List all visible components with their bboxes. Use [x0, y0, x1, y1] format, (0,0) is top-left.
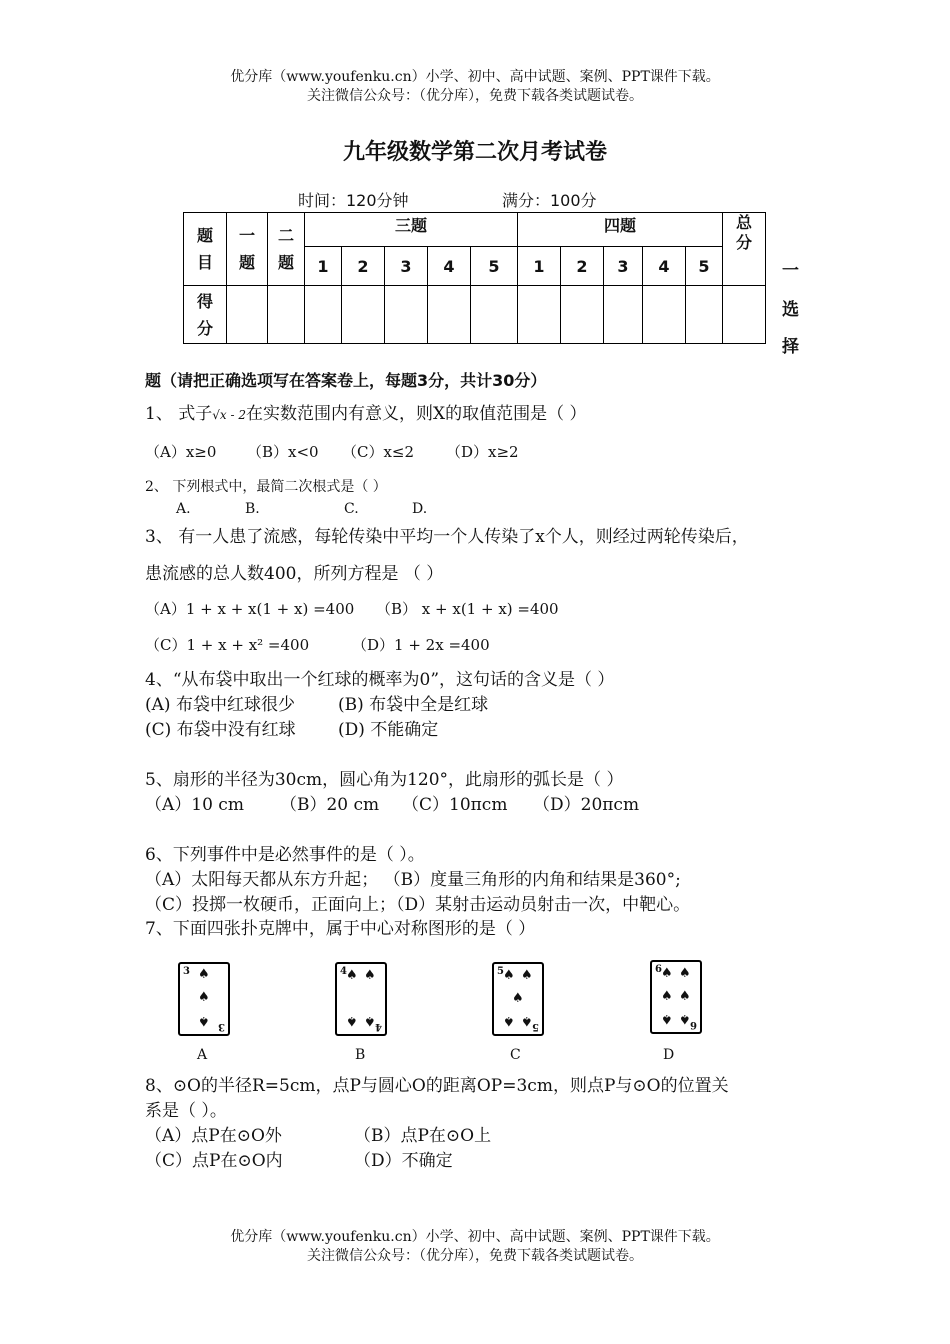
- num-4-4: 4: [643, 247, 686, 286]
- q1-option-d: （D）x≥2: [446, 443, 519, 461]
- q5-option-a: （A）10 cm: [145, 795, 244, 815]
- q1-pre: 1、 式子: [145, 404, 213, 424]
- score-blank: [643, 286, 686, 344]
- section1-side-2: 选: [782, 300, 799, 320]
- card-c: 5 ♠ ♠ ♠ ♠ ♠ 5: [492, 962, 544, 1036]
- score-blank: [305, 286, 342, 344]
- q3-option-d: （D）1 + 2x =400: [352, 636, 490, 654]
- card-label-b: B: [355, 1047, 366, 1063]
- q3-line-1: 3、 有一人患了流感，每轮传染中平均一个人传染了x个人，则经过两轮传染后，: [145, 527, 749, 547]
- spade-icon: ♠: [198, 990, 210, 1005]
- section1-intro: 题（请把正确选项写在答案卷上，每题3分，共计30分）: [145, 371, 547, 390]
- q4-option-b: (B) 布袋中全是红球: [338, 695, 489, 715]
- cell-timu: 题目: [184, 213, 227, 286]
- page-title: 九年级数学第二次月考试卷: [342, 139, 607, 165]
- q6-question: 6、下列事件中是必然事件的是（ ）。: [145, 845, 425, 865]
- q1-option-a: （A）x≥0: [145, 443, 217, 461]
- q6-options-cd: （C）投掷一枚硬币，正面向上；（D）某射击运动员射击一次，中靶心。: [145, 895, 691, 915]
- spade-icon: ♠: [503, 1013, 515, 1028]
- spade-icon: ♠: [364, 1013, 376, 1028]
- q4-question: 4、“从布袋中取出一个红球的概率为0”，这句话的含义是（ ）: [145, 670, 615, 690]
- num-4-3: 3: [604, 247, 643, 286]
- q1-line: [145, 403, 586, 426]
- score-blank: [518, 286, 561, 344]
- spade-icon: ♠: [346, 968, 358, 983]
- q3-option-b: （B） x + x(1 + x) =400: [376, 600, 559, 618]
- q2-option-c: C.: [344, 501, 359, 517]
- num-4-1: 1: [518, 247, 561, 286]
- num-3-4: 4: [428, 247, 471, 286]
- q5-option-d: （D）20πcm: [533, 795, 640, 815]
- section1-side-1: 一: [782, 261, 799, 281]
- exam-time: 时间：120分钟: [298, 191, 409, 210]
- card-label-d: D: [663, 1047, 675, 1063]
- score-blank: [604, 286, 643, 344]
- q1-post: 在实数范围内有意义，则X的取值范围是（ ）: [245, 404, 587, 424]
- q4-option-a: (A) 布袋中红球很少: [145, 695, 295, 715]
- exam-full-score: 满分：100分: [502, 191, 597, 210]
- q8-option-a: （A）点P在⊙O外: [145, 1126, 282, 1146]
- q5-option-c: （C）10πcm: [402, 795, 508, 815]
- score-blank: [561, 286, 604, 344]
- q2-question: 2、 下列根式中，最简二次根式是（ ）: [145, 479, 387, 495]
- card-d: 6 ♠ ♠ ♠ ♠ ♠ ♠ 6: [650, 960, 702, 1034]
- cell-siti: 四题: [518, 213, 723, 247]
- section1-side-3: 择: [782, 337, 799, 357]
- header-line-2: 关注微信公众号：（优分库），免费下载各类试题试卷。: [307, 88, 643, 104]
- cell-yiti: 一题: [227, 213, 268, 286]
- q2-option-d: D.: [412, 501, 428, 517]
- q4-option-d: (D) 不能确定: [338, 720, 439, 740]
- q3-option-a: （A）1 + x + x(1 + x) =400: [145, 600, 355, 618]
- spade-icon: ♠: [521, 968, 533, 983]
- score-blank: [686, 286, 723, 344]
- footer-line-2: 关注微信公众号：（优分库），免费下载各类试题试卷。: [307, 1248, 643, 1264]
- card-b: 4 ♠ ♠ ♠ ♠ 4: [335, 962, 387, 1036]
- q4-option-c: (C) 布袋中没有红球: [145, 720, 296, 740]
- spade-icon: ♠: [661, 966, 673, 981]
- q1-expr: √x - 2: [212, 408, 246, 422]
- q3-line-2: 患流感的总人数400，所列方程是 （ ）: [145, 564, 444, 584]
- card-label-c: C: [510, 1047, 521, 1063]
- spade-icon: ♠: [364, 968, 376, 983]
- card-a: 3 ♠ ♠ ♠ 3: [178, 962, 230, 1036]
- q3-option-c: （C）1 + x + x² =400: [145, 636, 310, 654]
- score-blank: [471, 286, 518, 344]
- cell-zongfen: 总分: [723, 213, 766, 286]
- num-3-2: 2: [342, 247, 385, 286]
- score-blank: [342, 286, 385, 344]
- score-blank: [268, 286, 305, 344]
- cell-defen: 得分: [184, 286, 227, 344]
- q6-options-ab: （A）太阳每天都从东方升起； （B）度量三角形的内角和结果是360°;: [145, 870, 681, 890]
- spade-icon: ♠: [661, 1011, 673, 1026]
- q1-option-b: （B）x<0: [247, 443, 319, 461]
- cell-erti: 二题: [268, 213, 305, 286]
- score-table: [183, 212, 766, 344]
- spade-icon: ♠: [512, 991, 524, 1006]
- spade-icon: ♠: [503, 968, 515, 983]
- header-line-1: 优分库（www.youfenku.cn）小学、初中、高中试题、案例、PPT课件下载。: [230, 69, 720, 85]
- num-3-5: 5: [471, 247, 518, 286]
- score-blank: [385, 286, 428, 344]
- q7-question: 7、下面四张扑克牌中，属于中心对称图形的是（ ）: [145, 919, 536, 939]
- q8-option-c: （C）点P在⊙O内: [145, 1151, 283, 1171]
- q8-option-b: （B）点P在⊙O上: [354, 1126, 492, 1146]
- q8-option-d: （D）不确定: [354, 1151, 453, 1171]
- num-4-2: 2: [561, 247, 604, 286]
- num-3-1: 1: [305, 247, 342, 286]
- num-3-3: 3: [385, 247, 428, 286]
- card-label-a: A: [197, 1047, 208, 1063]
- spade-icon: ♠: [198, 967, 210, 982]
- q2-option-b: B.: [245, 501, 260, 517]
- spade-icon: ♠: [679, 989, 691, 1004]
- footer-line-1: 优分库（www.youfenku.cn）小学、初中、高中试题、案例、PPT课件下载。: [230, 1229, 720, 1245]
- spade-icon: ♠: [679, 966, 691, 981]
- cell-santi: 三题: [305, 213, 518, 247]
- score-blank: [723, 286, 766, 344]
- num-4-5: 5: [686, 247, 723, 286]
- score-blank: [428, 286, 471, 344]
- spade-icon: ♠: [346, 1013, 358, 1028]
- score-blank: [227, 286, 268, 344]
- spade-icon: ♠: [198, 1013, 210, 1028]
- spade-icon: ♠: [679, 1011, 691, 1026]
- spade-icon: ♠: [521, 1013, 533, 1028]
- q5-option-b: （B）20 cm: [280, 795, 380, 815]
- q2-option-a: A.: [176, 501, 191, 517]
- spade-icon: ♠: [661, 989, 673, 1004]
- q8-line-1: 8、⊙O的半径R=5cm，点P与圆心O的距离OP=3cm，则点P与⊙O的位置关: [145, 1076, 729, 1096]
- q8-line-2: 系是（ ）。: [145, 1101, 227, 1121]
- q5-question: 5、扇形的半径为30cm，圆心角为120°，此扇形的弧长是（ ）: [145, 770, 624, 790]
- q1-option-c: （C）x≤2: [342, 443, 415, 461]
